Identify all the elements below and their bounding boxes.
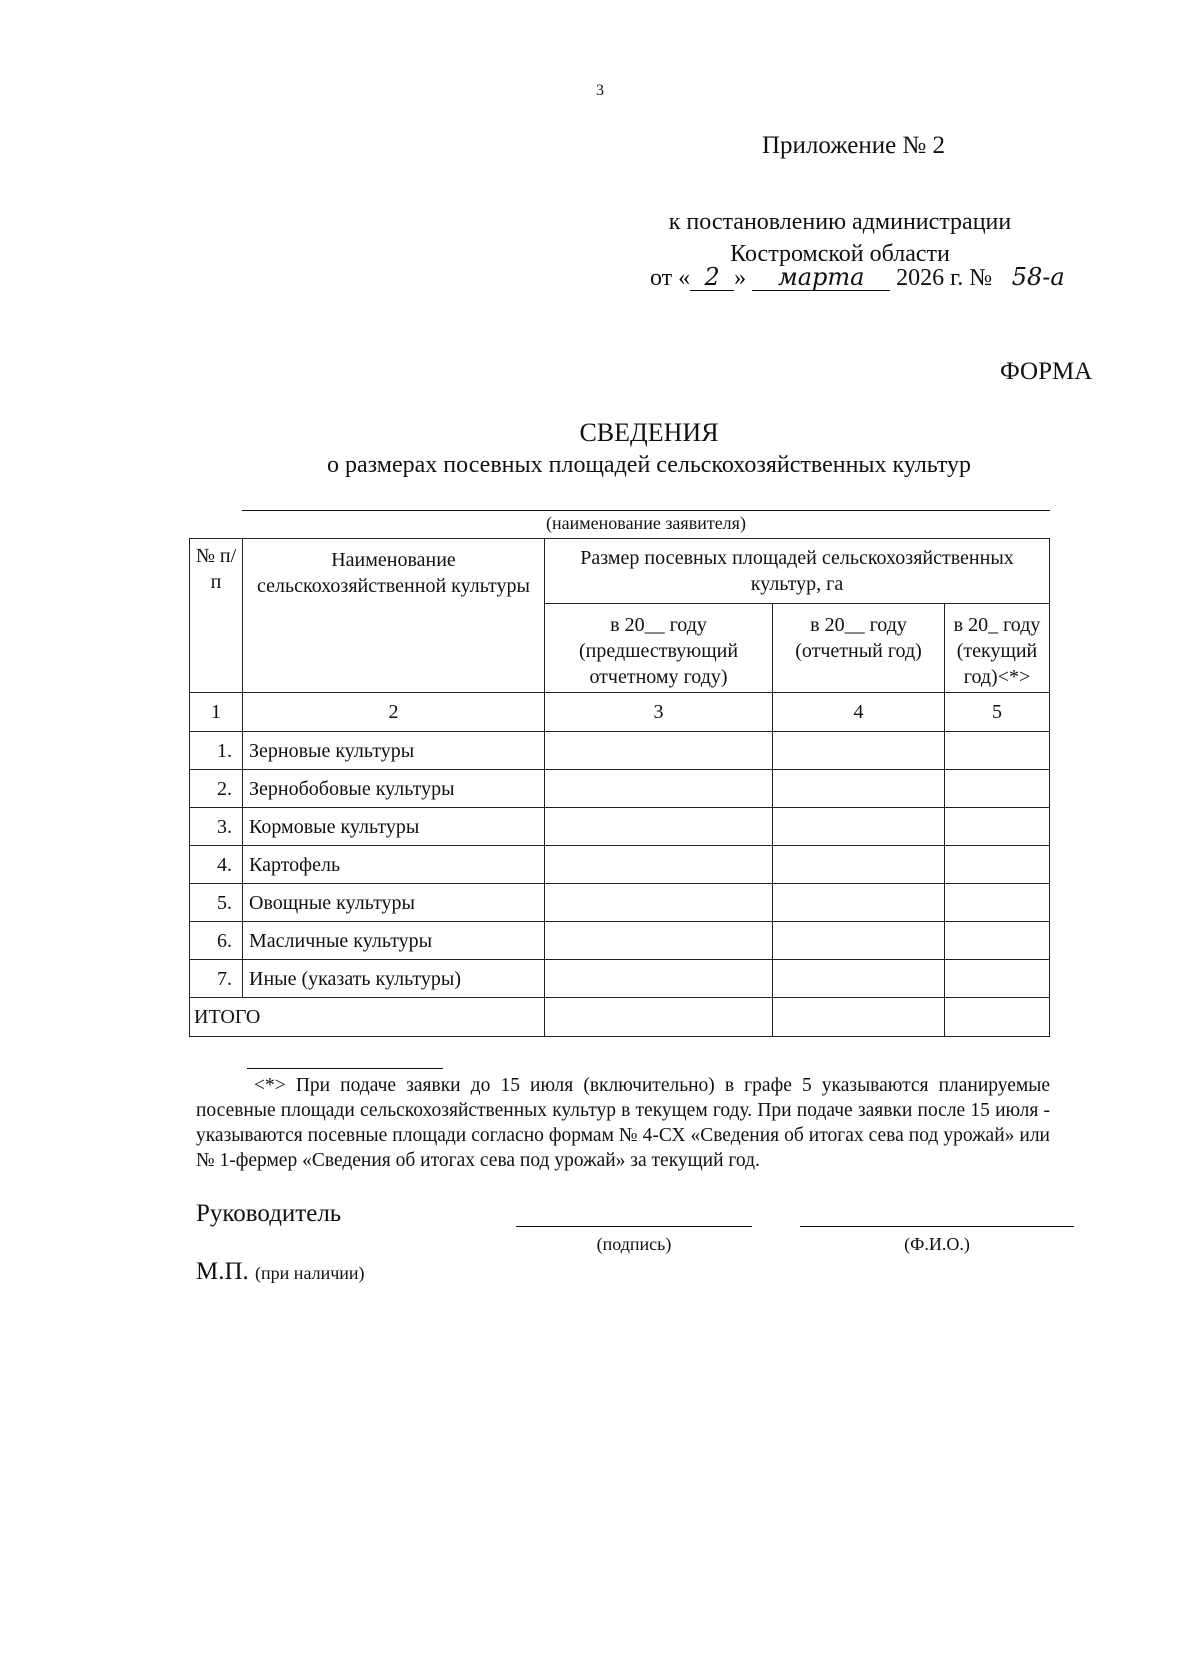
total-cell-reporting[interactable] [773, 998, 945, 1037]
crop-name: Зерновые культуры [243, 732, 545, 770]
signature-line[interactable] [516, 1226, 752, 1227]
crop-name: Масличные культуры [243, 922, 545, 960]
crop-name: Зернобобовые культуры [243, 770, 545, 808]
area-cell-current[interactable] [945, 884, 1050, 922]
area-cell-reporting[interactable] [773, 960, 945, 998]
area-cell-reporting[interactable] [773, 884, 945, 922]
header-area-size: Размер посевных площадей сельскохозяйственных культур, га [545, 539, 1050, 604]
applicant-name-line [242, 510, 1050, 511]
date-year: 2026 г. № [896, 265, 993, 291]
column-number: 5 [945, 693, 1050, 732]
appendix-label: Приложение № 2 [762, 132, 946, 159]
column-numbers-row [190, 693, 1050, 732]
head-signature-label: Руководитель [196, 1200, 342, 1227]
area-cell-current[interactable] [945, 808, 1050, 846]
row-number: 7. [190, 960, 243, 998]
area-cell-previous[interactable] [545, 770, 773, 808]
full-name-caption: (Ф.И.О.) [904, 1234, 970, 1254]
area-cell-current[interactable] [945, 732, 1050, 770]
table-row [190, 922, 1050, 960]
area-cell-reporting[interactable] [773, 770, 945, 808]
header-crop-name: Наименование сельскохозяйственной культуры [243, 539, 545, 693]
seal-note: (при наличии) [255, 1263, 365, 1283]
area-cell-current[interactable] [945, 846, 1050, 884]
date-month-handwritten: марта [752, 264, 890, 291]
crop-name: Картофель [243, 846, 545, 884]
area-cell-current[interactable] [945, 770, 1050, 808]
header-year-reporting: в 20__ году (отчетный год) [773, 604, 945, 693]
area-cell-current[interactable] [945, 922, 1050, 960]
column-number: 3 [545, 693, 773, 732]
row-number: 1. [190, 732, 243, 770]
area-cell-previous[interactable] [545, 922, 773, 960]
header-row-number: № п/п [190, 539, 243, 693]
crop-name: Иные (указать культуры) [243, 960, 545, 998]
row-number: 6. [190, 922, 243, 960]
column-number: 1 [190, 693, 243, 732]
area-cell-reporting[interactable] [773, 732, 945, 770]
header-year-previous: в 20__ году (предшествующий отчетному году) [545, 604, 773, 693]
table-header-row [190, 539, 1050, 604]
table-row [190, 960, 1050, 998]
decree-number-handwritten: 58-а [1011, 263, 1065, 291]
column-number: 2 [243, 693, 545, 732]
row-number: 3. [190, 808, 243, 846]
decree-reference-line1: к постановлению администрации [668, 209, 1012, 235]
document-subtitle: о размерах посевных площадей сельскохозяйственных культур [327, 452, 971, 478]
table-row [190, 846, 1050, 884]
decree-date-line [650, 264, 1078, 292]
signature-caption: (подпись) [596, 1234, 672, 1254]
date-day-handwritten: 2 [690, 264, 734, 291]
column-number: 4 [773, 693, 945, 732]
row-number: 4. [190, 846, 243, 884]
header-year-current: в 20_ году (текущий год)<*> [945, 604, 1050, 693]
footnote-text: <*> При подаче заявки до 15 июля (включительно) в графе 5 указываются планируемые посевные площади сельскохозяйственных культур в текущем году. При подаче заявки после 15 июля - указываются посевные площади согласно формам № 4-СХ «Сведения об итогах сева под урожай» или № 1-фермер «Сведения об итогах сева под урожай» за текущий год. [196, 1075, 1050, 1171]
total-cell-previous[interactable] [545, 998, 773, 1037]
table-row [190, 884, 1050, 922]
area-cell-current[interactable] [945, 960, 1050, 998]
area-cell-previous[interactable] [545, 884, 773, 922]
form-label: ФОРМА [1000, 358, 1093, 385]
area-cell-reporting[interactable] [773, 808, 945, 846]
area-cell-previous[interactable] [545, 846, 773, 884]
total-label: ИТОГО [190, 998, 545, 1037]
document-title: СВЕДЕНИЯ [579, 418, 719, 447]
crop-name: Овощные культуры [243, 884, 545, 922]
area-cell-reporting[interactable] [773, 922, 945, 960]
area-cell-previous[interactable] [545, 960, 773, 998]
row-number: 2. [190, 770, 243, 808]
footnote-separator [247, 1068, 443, 1069]
table-row [190, 808, 1050, 846]
date-prefix: от « [650, 265, 691, 291]
total-cell-current[interactable] [945, 998, 1050, 1037]
area-cell-reporting[interactable] [773, 846, 945, 884]
table-row [190, 732, 1050, 770]
area-cell-previous[interactable] [545, 732, 773, 770]
crop-areas-table [189, 538, 1050, 1037]
area-cell-previous[interactable] [545, 808, 773, 846]
full-name-line[interactable] [800, 1226, 1074, 1227]
table-row [190, 770, 1050, 808]
page-number: 3 [596, 82, 604, 99]
seal-abbreviation: М.П. [196, 1258, 249, 1285]
row-number: 5. [190, 884, 243, 922]
date-mid: » [734, 265, 747, 291]
crop-name: Кормовые культуры [243, 808, 545, 846]
decree-reference-line2: Костромской области [730, 241, 950, 267]
applicant-caption: (наименование заявителя) [546, 513, 746, 533]
seal-label [196, 1258, 365, 1286]
total-row [190, 998, 1050, 1037]
